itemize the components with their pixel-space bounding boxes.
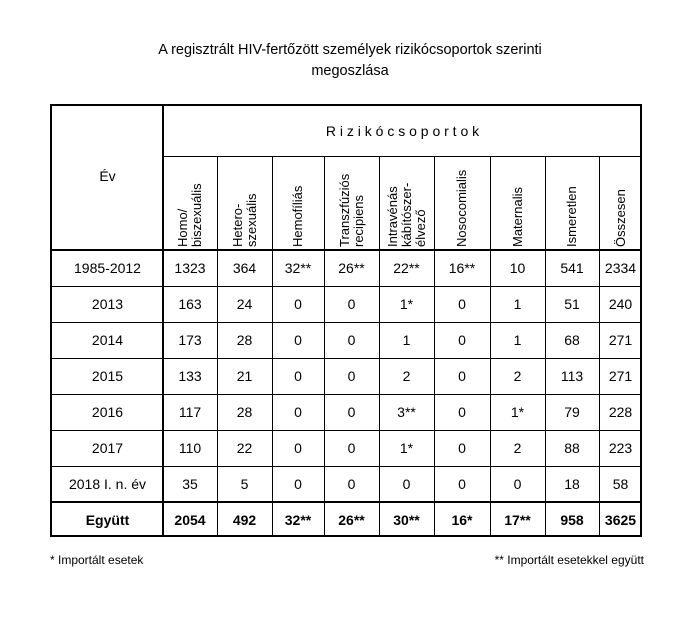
table-cell: 0 bbox=[294, 296, 302, 312]
table-cell: 16** bbox=[448, 260, 476, 276]
table-cell: 2334 bbox=[604, 260, 637, 276]
table-cell: 0 bbox=[347, 368, 356, 384]
table-cell: 0 bbox=[294, 368, 302, 384]
table-cell: 1323 bbox=[174, 260, 206, 276]
table-cell: 0 bbox=[458, 440, 466, 456]
column-header bbox=[565, 186, 579, 247]
column-header-line: recipiens bbox=[350, 194, 366, 247]
table-cell: 0 bbox=[458, 368, 466, 384]
column-header-line: Ismeretlen bbox=[564, 186, 579, 247]
column-header-line: Összesen bbox=[612, 189, 628, 247]
table-cell: 110 bbox=[178, 440, 202, 456]
table-cell: 0 bbox=[458, 332, 466, 348]
table-cell: 163 bbox=[178, 296, 202, 312]
table-cell: 0 bbox=[294, 476, 302, 492]
table-cell: 0 bbox=[458, 296, 466, 312]
row-year: 2016 bbox=[91, 404, 124, 420]
table-cell: 28 bbox=[236, 404, 253, 420]
footnote-imported: * Importált esetek bbox=[50, 553, 144, 567]
column-header-line: Hemofíliás bbox=[290, 185, 305, 247]
total-cell: 958 bbox=[560, 511, 584, 528]
year-column-header: Év bbox=[99, 168, 116, 184]
table-cell: 113 bbox=[560, 368, 584, 384]
column-header bbox=[455, 170, 469, 247]
table-cell: 5 bbox=[240, 476, 249, 492]
column-header-line: Nosocomialis bbox=[454, 169, 469, 247]
table-cell: 0 bbox=[513, 476, 522, 492]
table-cell: 0 bbox=[294, 404, 302, 420]
column-header-line: kábítószer- bbox=[398, 182, 414, 247]
table-cell: 2 bbox=[513, 440, 522, 456]
table-cell: 0 bbox=[347, 296, 356, 312]
table-cell: 51 bbox=[564, 296, 580, 312]
table-cell: 1 bbox=[402, 332, 411, 348]
table-cell: 2 bbox=[513, 368, 522, 384]
table-cell: 1* bbox=[399, 296, 414, 312]
table-cell: 133 bbox=[178, 368, 202, 384]
table-cell: 58 bbox=[612, 476, 629, 492]
column-header-line: Transzfúziós bbox=[336, 173, 352, 247]
table-cell: 0 bbox=[294, 332, 302, 348]
title-line-2: megoszlása bbox=[311, 63, 389, 79]
table-cell: 0 bbox=[294, 440, 302, 456]
table-cell: 24 bbox=[236, 296, 253, 312]
table-cell: 223 bbox=[608, 440, 633, 456]
table-cell: 271 bbox=[608, 368, 633, 384]
column-header bbox=[511, 187, 525, 247]
row-year: 2018 I. n. év bbox=[68, 476, 147, 492]
table-cell: 228 bbox=[608, 404, 633, 420]
table-cell: 0 bbox=[347, 404, 356, 420]
row-year: 1985-2012 bbox=[74, 260, 141, 276]
footnote-imported-included: ** Importált esetekkel együtt bbox=[494, 553, 644, 567]
total-cell: 26** bbox=[338, 511, 365, 528]
column-header bbox=[291, 186, 305, 247]
total-cell: 32** bbox=[284, 511, 312, 528]
table-cell: 18 bbox=[564, 476, 580, 492]
total-cell: 2054 bbox=[174, 511, 206, 528]
title-line-1: A regisztrált HIV-fertőzött személyek rizikócsoportok szerinti bbox=[158, 42, 542, 58]
column-header bbox=[386, 183, 428, 247]
table-cell: 173 bbox=[178, 332, 202, 348]
table-cell: 35 bbox=[182, 476, 198, 492]
row-year: 2017 bbox=[91, 440, 124, 456]
table-cell: 32** bbox=[284, 260, 312, 276]
table-cell: 3** bbox=[397, 404, 416, 420]
table-rule bbox=[163, 156, 642, 157]
total-cell: 30** bbox=[393, 511, 420, 528]
table-cell: 21 bbox=[236, 368, 253, 384]
table-cell: 28 bbox=[236, 332, 253, 348]
table-cell: 541 bbox=[560, 260, 584, 276]
table-cell: 0 bbox=[402, 476, 411, 492]
column-header-line: Hetero- bbox=[229, 203, 245, 247]
total-cell: 492 bbox=[232, 511, 257, 528]
table-cell: 0 bbox=[458, 404, 466, 420]
risk-groups-header: R i z i k ó c s o p o r t o k bbox=[325, 123, 480, 139]
column-header-line: Maternalis bbox=[509, 187, 525, 247]
total-cell: 17** bbox=[504, 511, 531, 528]
table-cell: 117 bbox=[178, 404, 202, 420]
column-header bbox=[176, 183, 204, 247]
table-cell: 0 bbox=[347, 440, 356, 456]
column-header-line: élvező bbox=[412, 209, 428, 247]
table-cell: 1* bbox=[510, 404, 525, 420]
total-cell: 3625 bbox=[604, 511, 637, 528]
table-cell: 88 bbox=[564, 440, 580, 456]
table-cell: 0 bbox=[347, 332, 356, 348]
table-cell: 68 bbox=[564, 332, 580, 348]
table-cell: 1 bbox=[513, 332, 522, 348]
row-year: 2015 bbox=[91, 368, 124, 384]
table-cell: 79 bbox=[564, 404, 580, 420]
total-row-label: Együtt bbox=[85, 511, 130, 528]
column-header-line: Homo/ bbox=[175, 208, 190, 247]
table-cell: 22 bbox=[236, 440, 253, 456]
table-cell: 0 bbox=[458, 476, 466, 492]
column-header-line: biszexuális bbox=[189, 183, 204, 247]
row-year: 2014 bbox=[91, 332, 124, 348]
table-cell: 22** bbox=[393, 260, 420, 276]
total-cell: 16* bbox=[451, 511, 473, 528]
table-cell: 2 bbox=[402, 368, 411, 384]
column-header bbox=[231, 194, 259, 247]
risk-group-table bbox=[50, 104, 642, 537]
table-cell: 10 bbox=[509, 260, 526, 276]
table-cell: 240 bbox=[608, 296, 633, 312]
table-title bbox=[0, 40, 700, 82]
table-cell: 1 bbox=[513, 296, 522, 312]
table-cell: 1* bbox=[399, 440, 414, 456]
column-header-line: szexuális bbox=[243, 193, 259, 247]
row-year: 2013 bbox=[91, 296, 124, 312]
column-header-line: Intravénás bbox=[384, 186, 400, 247]
table-cell: 271 bbox=[608, 332, 633, 348]
table-cell: 0 bbox=[347, 476, 356, 492]
table-cell: 26** bbox=[338, 260, 365, 276]
column-header bbox=[338, 174, 366, 247]
column-header bbox=[614, 189, 628, 247]
table-cell: 364 bbox=[232, 260, 257, 276]
